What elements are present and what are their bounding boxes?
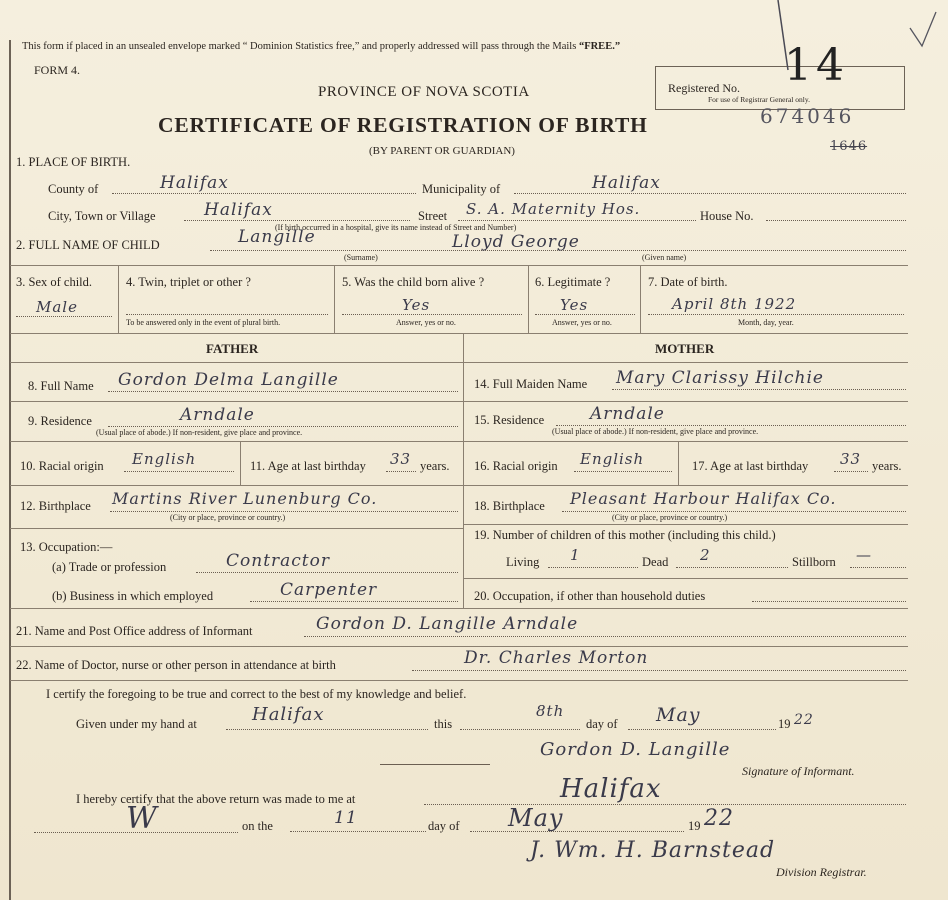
- rule: [463, 485, 908, 486]
- father-biz-label: (b) Business in which employed: [52, 589, 214, 603]
- stillborn-value: —: [856, 546, 872, 564]
- county-line: [112, 193, 416, 194]
- mother-bp-label: 18. Birthplace: [474, 499, 545, 513]
- rule: [463, 401, 908, 402]
- divider: [334, 265, 335, 333]
- father-trade-line: [196, 572, 458, 573]
- father-bp-note: (City or place, province or country.): [170, 513, 286, 522]
- father-age: 33: [390, 450, 412, 468]
- registrar-statement: I hereby certify that the above return was made to me at: [76, 792, 356, 806]
- divider: [678, 441, 679, 485]
- check-mark-icon: [910, 12, 936, 46]
- mother-heading: MOTHER: [655, 341, 715, 356]
- father-race: English: [132, 450, 197, 468]
- rule: [10, 362, 908, 363]
- parents-divider: [463, 333, 464, 608]
- date-label: 7. Date of birth.: [648, 275, 728, 289]
- registrar-year-prefix: 19: [688, 819, 701, 833]
- father-residence: Arndale: [180, 405, 255, 425]
- mother-bp-note: (City or place, province or country.): [612, 513, 728, 522]
- dead-line: [676, 567, 788, 568]
- father-name: Gordon Delma Langille: [118, 370, 339, 390]
- province-heading: PROVINCE OF NOVA SCOTIA: [318, 84, 530, 100]
- left-border: [9, 40, 11, 900]
- dead-value: 2: [700, 546, 711, 564]
- father-years: years.: [420, 459, 450, 473]
- mother-race: English: [580, 450, 645, 468]
- place-heading: 1. PLACE OF BIRTH.: [16, 155, 131, 169]
- city-line: [184, 220, 410, 221]
- father-bp-line: [110, 511, 458, 512]
- sex-line: [16, 316, 112, 317]
- registered-number: 14: [784, 40, 848, 91]
- stillborn-line: [850, 567, 906, 568]
- divider: [240, 441, 241, 485]
- certify-place: Halifax: [252, 704, 325, 725]
- signature-caption: Signature of Informant.: [742, 764, 855, 778]
- given-caption: (Given name): [642, 253, 687, 262]
- house-label: House No.: [700, 209, 754, 223]
- day-of-label: day of: [586, 717, 618, 731]
- certify-month: May: [656, 704, 701, 726]
- twin-note: To be answered only in the event of plural birth.: [126, 318, 281, 327]
- certify-month-line: [628, 729, 776, 730]
- rule: [463, 578, 908, 579]
- certify-year-prefix: 19: [778, 717, 791, 731]
- father-business: Carpenter: [280, 580, 378, 600]
- alive-label: 5. Was the child born alive ?: [342, 275, 485, 289]
- living-label: Living: [506, 555, 540, 569]
- mother-residence: Arndale: [590, 404, 665, 424]
- certify-day: 8th: [536, 702, 565, 720]
- registrar-caption: Division Registrar.: [776, 865, 867, 879]
- legit-label: 6. Legitimate ?: [535, 275, 611, 289]
- sex-value: Male: [36, 298, 78, 316]
- mother-years: years.: [872, 459, 902, 473]
- short-rule: [380, 764, 490, 765]
- certify-year: 22: [794, 712, 814, 728]
- mother-race-line: [574, 471, 672, 472]
- form-number: FORM 4.: [34, 63, 81, 77]
- surname-caption: (Surname): [344, 253, 378, 262]
- municipality-line: [514, 193, 906, 194]
- city-value: Halifax: [204, 200, 273, 220]
- municipality-value: Halifax: [592, 173, 661, 193]
- county-value: Halifax: [160, 173, 229, 193]
- on-the-label: on the: [242, 819, 273, 833]
- mother-birthplace: Pleasant Harbour Halifax Co.: [570, 489, 837, 508]
- divider: [528, 265, 529, 333]
- registrar-place: Halifax: [560, 774, 662, 804]
- pen-stroke-1: [778, 0, 788, 70]
- rule: [10, 680, 908, 681]
- street-value: S. A. Maternity Hos.: [466, 200, 641, 218]
- given-place-line: [226, 729, 428, 730]
- child-surname: Langille: [238, 227, 316, 247]
- father-trade: Contractor: [226, 551, 330, 571]
- divider: [118, 265, 119, 333]
- rule: [10, 441, 464, 442]
- rule: [463, 524, 908, 525]
- registrar-note: For use of Registrar General only.: [708, 95, 810, 104]
- date-value: April 8th 1922: [672, 295, 797, 313]
- alive-value: Yes: [402, 296, 431, 314]
- rule: [10, 528, 464, 529]
- this-label: this: [434, 717, 453, 731]
- mother-name-label: 14. Full Maiden Name: [474, 377, 588, 391]
- doctor-value: Dr. Charles Morton: [464, 648, 649, 668]
- child-name-label: 2. FULL NAME OF CHILD: [16, 238, 160, 252]
- mother-occ-line: [752, 601, 906, 602]
- mail-notice-free: “FREE.”: [578, 41, 621, 52]
- father-race-line: [124, 471, 234, 472]
- mother-res-label: 15. Residence: [474, 413, 545, 427]
- street-label: Street: [418, 209, 448, 223]
- registrar-day: 11: [334, 808, 358, 828]
- rule: [10, 608, 908, 609]
- page-subtitle: (BY PARENT OR GUARDIAN): [369, 145, 515, 157]
- given-label: Given under my hand at: [76, 717, 197, 731]
- rule: [463, 441, 908, 442]
- certify-statement: I certify the foregoing to be true and correct to the best of my knowledge and belief.: [46, 687, 467, 701]
- date-line: [648, 314, 904, 315]
- struck-number: 1646: [830, 139, 868, 154]
- father-biz-line: [250, 601, 458, 602]
- mother-name: Mary Clarissy Hilchie: [616, 368, 824, 388]
- legit-value: Yes: [560, 296, 589, 314]
- informant-signature: Gordon D. Langille: [540, 739, 731, 760]
- municipality-label: Municipality of: [422, 182, 501, 196]
- rule: [10, 333, 908, 334]
- city-label: City, Town or Village: [48, 209, 156, 223]
- dead-label: Dead: [642, 555, 669, 569]
- father-bp-label: 12. Birthplace: [20, 499, 91, 513]
- registrar-signature: J. Wm. H. Barnstead: [530, 838, 776, 863]
- street-line: [458, 220, 696, 221]
- father-name-line: [108, 391, 458, 392]
- house-line: [766, 220, 906, 221]
- legit-note: Answer, yes or no.: [552, 318, 612, 327]
- divider: [640, 265, 641, 333]
- registrar-day-line: [290, 831, 426, 832]
- father-birthplace: Martins River Lunenburg Co.: [112, 489, 378, 508]
- stillborn-label: Stillborn: [792, 555, 836, 569]
- living-line: [548, 567, 638, 568]
- father-trade-label: (a) Trade or profession: [52, 560, 167, 574]
- doctor-line: [412, 670, 906, 671]
- mother-race-label: 16. Racial origin: [474, 459, 558, 473]
- father-res-line: [108, 426, 458, 427]
- registrar-year: 22: [704, 806, 734, 831]
- page-title: CERTIFICATE OF REGISTRATION OF BIRTH: [158, 113, 648, 137]
- certify-day-line: [460, 729, 580, 730]
- rule: [10, 265, 908, 266]
- rule: [10, 646, 908, 647]
- alive-note: Answer, yes or no.: [396, 318, 456, 327]
- informant-value: Gordon D. Langille Arndale: [316, 614, 579, 634]
- mother-name-line: [612, 389, 906, 390]
- father-occ-label: 13. Occupation:—: [20, 540, 113, 554]
- county-label: County of: [48, 182, 99, 196]
- mother-age-label: 17. Age at last birthday: [692, 459, 809, 473]
- registrar-month: May: [508, 804, 564, 832]
- mother-age: 33: [840, 450, 862, 468]
- mail-notice: [22, 42, 620, 53]
- father-name-label: 8. Full Name: [28, 379, 94, 393]
- rule: [10, 485, 464, 486]
- registered-label: Registered No.: [668, 81, 740, 95]
- registrar-mark: W: [126, 801, 158, 836]
- legit-line: [535, 314, 635, 315]
- pen-strokes: [760, 0, 948, 110]
- father-res-label: 9. Residence: [28, 414, 92, 428]
- alive-line: [342, 314, 522, 315]
- informant-line: [304, 636, 906, 637]
- father-age-label: 11. Age at last birthday: [250, 459, 366, 473]
- mother-res-note: (Usual place of abode.) If non-resident, give place and province.: [552, 427, 759, 436]
- rule: [10, 401, 464, 402]
- mother-occ-label: 20. Occupation, if other than household duties: [474, 589, 706, 603]
- twin-label: 4. Twin, triplet or other ?: [126, 275, 251, 289]
- father-res-note: (Usual place of abode.) If non-resident, give place and province.: [96, 428, 303, 437]
- mother-res-line: [556, 425, 906, 426]
- father-race-label: 10. Racial origin: [20, 459, 104, 473]
- hospital-note: (If birth occurred in a hospital, give its name instead of Street and Number): [275, 223, 517, 232]
- sex-label: 3. Sex of child.: [16, 275, 93, 289]
- father-age-line: [386, 471, 416, 472]
- mother-age-line: [834, 471, 868, 472]
- mother-bp-line: [562, 511, 906, 512]
- date-note: Month, day, year.: [738, 318, 794, 327]
- stamp-number: 674046: [760, 104, 855, 128]
- twin-line: [126, 314, 328, 315]
- registrar-day-of-label: day of: [428, 819, 460, 833]
- doctor-label: 22. Name of Doctor, nurse or other person in attendance at birth: [16, 658, 336, 672]
- mail-notice-text: This form if placed in an unsealed envelope marked “ Dominion Statistics free,” and properly addressed will pass through the Mails: [22, 41, 577, 52]
- father-heading: FATHER: [206, 341, 259, 356]
- registrar-place-line: [424, 804, 906, 805]
- living-value: 1: [570, 546, 581, 564]
- child-given: Lloyd George: [452, 232, 580, 252]
- registrar-month-line: [470, 831, 684, 832]
- children-label: 19. Number of children of this mother (including this child.): [474, 528, 776, 542]
- informant-label: 21. Name and Post Office address of Informant: [16, 624, 253, 638]
